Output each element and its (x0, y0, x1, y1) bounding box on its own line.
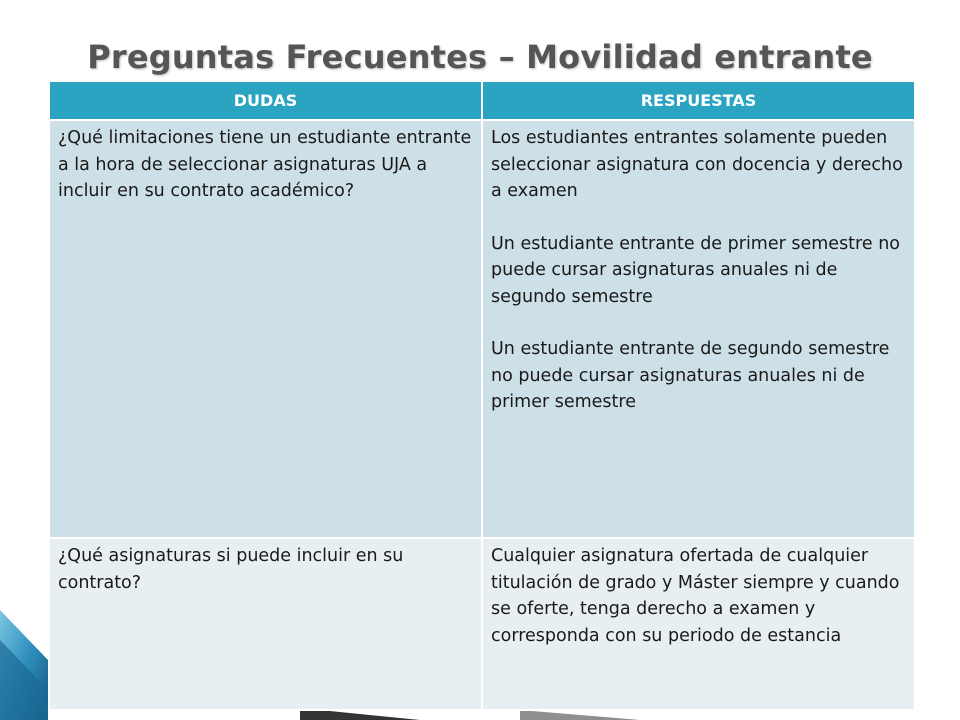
column-header-respuestas: RESPUESTAS (482, 81, 915, 120)
question-text: ¿Qué asignaturas si puede incluir en su contrato? (58, 546, 404, 593)
answer-paragraph: Un estudiante entrante de segundo semestre no puede cursar asignaturas anuales ni de primer semestre (491, 339, 890, 412)
table-header-row (49, 81, 915, 120)
answer-paragraph: Un estudiante entrante de primer semestre no puede cursar asignaturas anuales ni de segundo semestre (491, 233, 900, 307)
answer-paragraph: Cualquier asignatura ofertada de cualquier titulación de grado y Máster siempre y cuando se oferte, tenga derecho a examen y corresponda con su periodo de estancia (491, 546, 900, 646)
faq-table (48, 80, 916, 711)
question-cell (49, 120, 482, 538)
page-title: Preguntas Frecuentes – Movilidad entrante (87, 38, 873, 76)
table-row (49, 538, 915, 710)
answer-cell (482, 120, 915, 538)
question-cell (49, 538, 482, 710)
table-row (49, 120, 915, 538)
column-header-dudas: DUDAS (49, 81, 482, 120)
answer-paragraph: Los estudiantes entrantes solamente pueden seleccionar asignatura con docencia y derecho a examen (491, 128, 903, 201)
question-text: ¿Qué limitaciones tiene un estudiante entrante a la hora de seleccionar asignaturas UJA a incluir en su contrato académico? (58, 128, 472, 201)
answer-cell (482, 538, 915, 710)
